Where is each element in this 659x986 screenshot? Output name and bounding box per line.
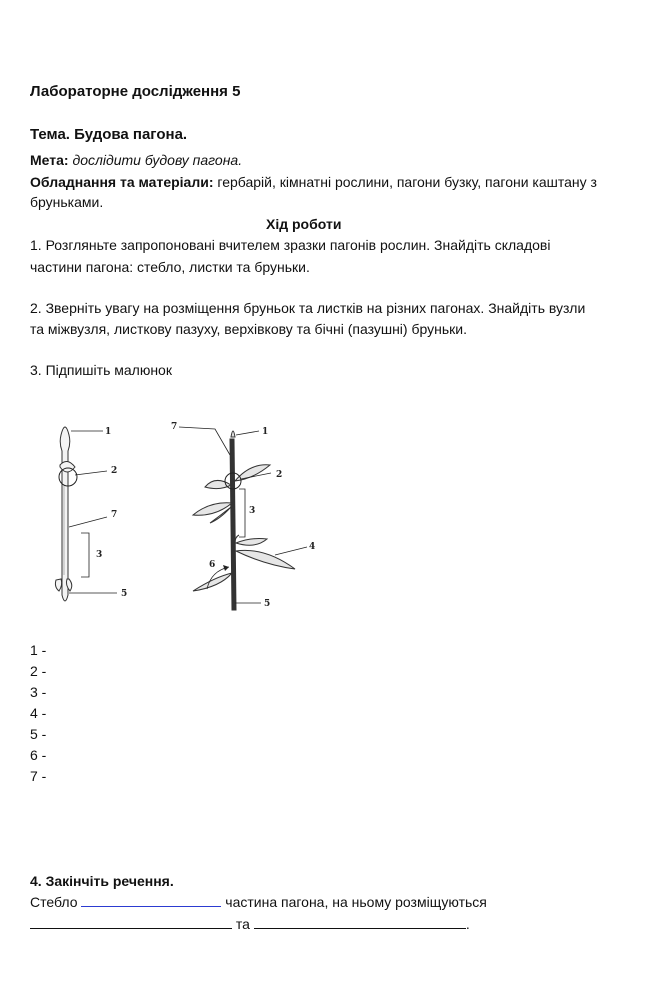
step-3-line: 3. Підпишіть малюнок: [30, 362, 172, 378]
left-label-7: 7: [111, 510, 118, 520]
right-label-6: 6: [209, 560, 216, 570]
answer-5: 5 -: [30, 726, 47, 742]
and-word: та: [235, 916, 250, 932]
goal-line: [30, 151, 242, 169]
topic-line: Тема. Будова пагона.: [30, 126, 188, 143]
answer-7: 7 -: [30, 768, 47, 784]
step-1-line-1: 1. Розгляньте запропоновані вчителем зразки пагонів рослин. Знайдіть складові: [30, 237, 551, 253]
right-label-7: 7: [171, 422, 178, 432]
answer-6: 6 -: [30, 747, 47, 763]
goal-label: Мета:: [30, 152, 69, 168]
answer-3: 3 -: [30, 684, 47, 700]
blank-2[interactable]: [30, 914, 232, 929]
equipment-line-1: [30, 173, 597, 191]
blank-3[interactable]: [254, 914, 466, 929]
step-2-line-1: 2. Зверніть увагу на розміщення бруньок та листків на різних пагонах. Знайдіть вузли: [30, 300, 586, 316]
sentence-end: .: [465, 916, 470, 932]
step-1-line-2: частини пагона: стебло, листки та бруньки.: [30, 259, 310, 275]
right-shoot-drawing: [193, 431, 295, 610]
goal-text: дослідити будову пагона.: [72, 152, 243, 168]
step-2-line-2: та міжвузля, листкову пазуху, верхівкову та бічні (пазушні) бруньки.: [30, 321, 467, 337]
left-shoot-drawing: [55, 427, 75, 601]
task4-sentence-line-2: [30, 914, 470, 933]
left-label-5: 5: [121, 589, 128, 599]
blank-1[interactable]: [81, 892, 221, 907]
left-label-3: 3: [96, 550, 103, 560]
answer-4: 4 -: [30, 705, 47, 721]
equipment-label: Обладнання та матеріали:: [30, 174, 214, 190]
stem-word: Стебло: [30, 894, 78, 910]
page-title: Лабораторне дослідження 5: [30, 83, 241, 100]
right-label-5: 5: [264, 599, 271, 609]
task4-middle-text: частина пагона, на ньому розміщуються: [225, 894, 487, 910]
answer-2: 2 -: [30, 663, 47, 679]
right-label-1: 1: [262, 427, 269, 437]
left-label-2: 2: [111, 466, 118, 476]
answer-1: 1 -: [30, 642, 47, 658]
procedure-heading: Хід роботи: [266, 216, 342, 232]
shoot-figure: [45, 415, 335, 615]
right-label-3: 3: [249, 506, 256, 516]
task4-heading: 4. Закінчіть речення.: [30, 873, 174, 889]
task4-sentence-line-1: [30, 892, 487, 911]
equipment-text: гербарій, кімнатні рослини, пагони бузку, пагони каштану з: [217, 174, 597, 190]
right-label-4: 4: [309, 542, 316, 552]
left-label-1: 1: [105, 427, 112, 437]
equipment-line-2: бруньками.: [30, 194, 104, 210]
right-label-2: 2: [276, 470, 283, 480]
